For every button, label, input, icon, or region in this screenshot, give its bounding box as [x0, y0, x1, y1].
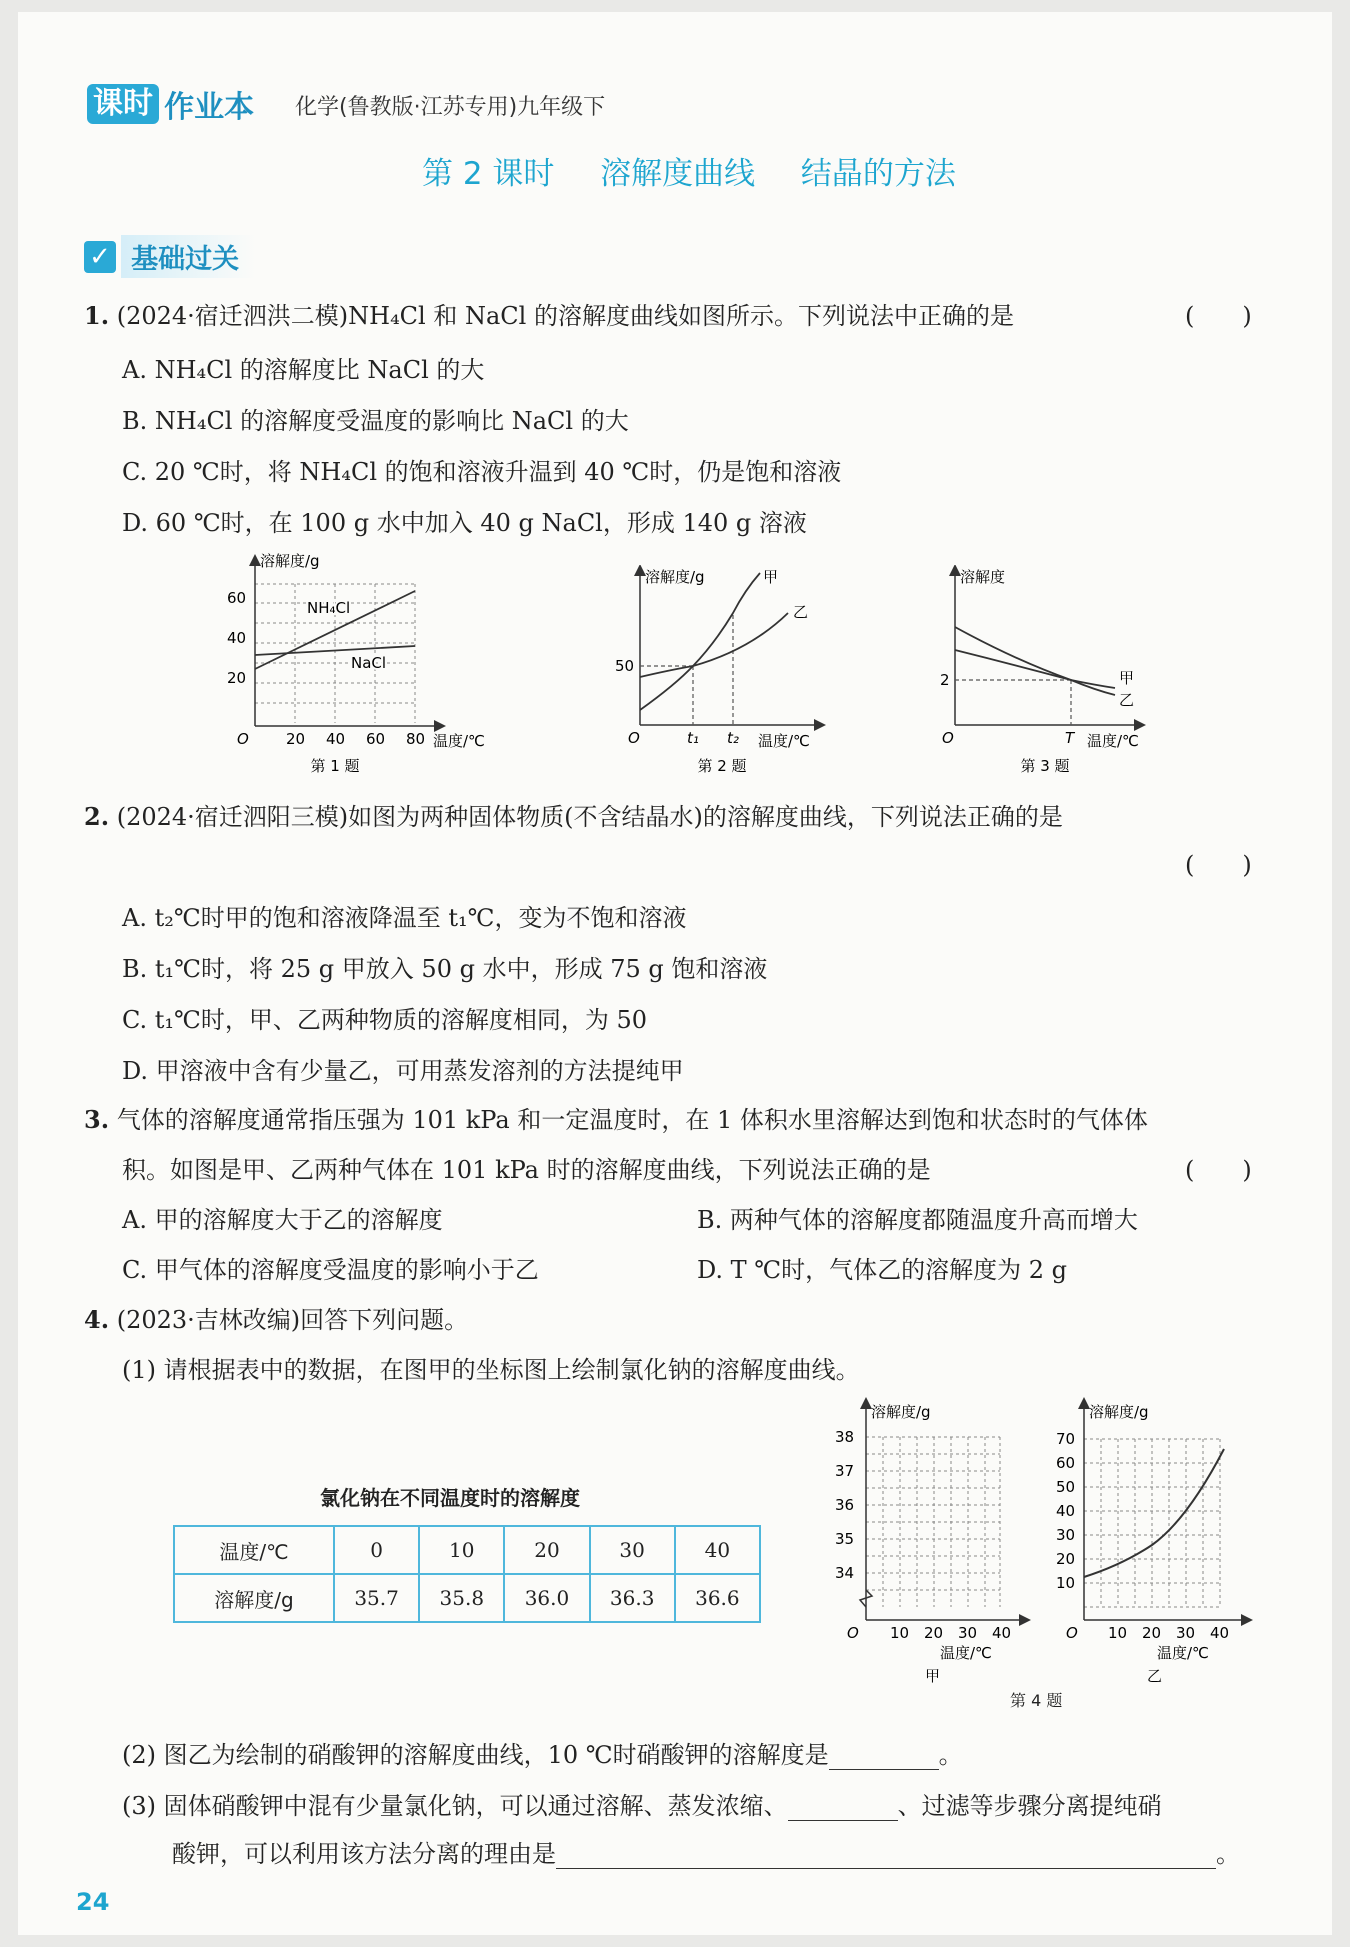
title-lesson: 第 2 课时 — [422, 156, 555, 192]
table-cell: 30 — [590, 1526, 675, 1574]
fig1-ylabel: 溶解度/g — [260, 552, 320, 570]
table-cell: 温度/℃ — [174, 1526, 334, 1574]
table-title: 氯化钠在不同温度时的溶解度 — [320, 1486, 580, 1510]
table-cell: 10 — [419, 1526, 504, 1574]
q2-text: (2024·宿迁泗阳三模)如图为两种固体物质(不含结晶水)的溶解度曲线，下列说法正确的是 — [116, 803, 1063, 831]
logo-badge: 课时 — [87, 84, 159, 124]
fig4b-ylabel: 溶解度/g — [1089, 1403, 1149, 1421]
fig4b-y-tick: 10 — [1056, 1574, 1076, 1592]
fig2-jia-curve — [640, 573, 760, 710]
q1-option-d[interactable]: D. 60 ℃时，在 100 g 水中加入 40 g NaCl，形成 140 g 溶液 — [122, 509, 807, 537]
fig4b-x-tick: 20 — [1142, 1624, 1162, 1642]
q3-option-b[interactable]: B. 两种气体的溶解度都随温度升高而增大 — [697, 1206, 1138, 1234]
fig4a-xlabel: 温度/℃ — [940, 1644, 992, 1662]
fig3-ylabel: 溶解度 — [960, 568, 1006, 586]
answer-blank[interactable] — [556, 1842, 1216, 1869]
q2-option-b[interactable]: B. t₁℃时，将 25 g 甲放入 50 g 水中，形成 75 g 饱和溶液 — [122, 955, 768, 983]
table-cell: 40 — [675, 1526, 760, 1574]
q4-text: (2023·吉林改编)回答下列问题。 — [116, 1306, 469, 1334]
fig1-nacl-curve — [255, 646, 415, 655]
q4-sub3-text-a: (3) 固体硝酸钾中混有少量氯化钠，可以通过溶解、蒸发浓缩、 — [122, 1792, 788, 1820]
q3-number: 3. — [84, 1105, 110, 1134]
fig4a-origin: O — [847, 1624, 859, 1642]
q1-option-b[interactable]: B. NH₄Cl 的溶解度受温度的影响比 NaCl 的大 — [122, 407, 629, 435]
q3-option-d[interactable]: D. T ℃时，气体乙的溶解度为 2 g — [697, 1256, 1068, 1284]
q3-text-1: 气体的溶解度通常指压强为 101 kPa 和一定温度时，在 1 体积水里溶解达到饱和状态时的气体体 — [116, 1106, 1148, 1134]
fig1-nacl-label: NaCl — [351, 654, 387, 672]
fig4b-y-tick: 60 — [1056, 1454, 1076, 1472]
table-row — [174, 1526, 760, 1574]
q1-text: (2024·宿迁泗洪二模)NH₄Cl 和 NaCl 的溶解度曲线如图所示。下列说法中正确的是 — [116, 302, 1014, 330]
fig3-jia-curve — [955, 650, 1115, 688]
q4-sub3-line1 — [122, 1786, 1162, 1821]
fig4a-y-tick: 38 — [835, 1428, 855, 1446]
q1-answer-bracket[interactable]: ( ) — [1185, 302, 1252, 330]
q2-option-d[interactable]: D. 甲溶液中含有少量乙，可用蒸发溶剂的方法提纯甲 — [122, 1057, 684, 1085]
fig4b-origin: O — [1066, 1624, 1078, 1642]
fig4a-x-tick: 10 — [890, 1624, 910, 1642]
fig1-x-tick: 40 — [326, 730, 346, 748]
q4-sub2-end: 。 — [938, 1741, 963, 1769]
fig4b-x-tick: 40 — [1210, 1624, 1230, 1642]
q1-stem — [84, 296, 1014, 331]
fig2-xlabel: 温度/℃ — [758, 732, 810, 750]
q4-sub3-text-c: 酸钾，可以利用该方法分离的理由是 — [172, 1840, 556, 1868]
q3-stem-line2: 积。如图是甲、乙两种气体在 101 kPa 时的溶解度曲线，下列说法正确的是 — [122, 1156, 931, 1184]
fig2-t1: t₁ — [687, 729, 699, 747]
fig1-y-tick: 20 — [227, 669, 247, 687]
fig4a-x-tick: 30 — [958, 1624, 978, 1642]
fig4a-x-tick: 40 — [992, 1624, 1012, 1642]
fig3-jia-label: 甲 — [1119, 669, 1135, 687]
fig1-x-tick: 80 — [406, 730, 426, 748]
logo-text: 作业本 — [164, 90, 255, 125]
fig2-y-tick: 50 — [615, 657, 635, 675]
fig1-caption: 第 1 题 — [310, 757, 360, 775]
fig4b-y-tick: 30 — [1056, 1526, 1076, 1544]
fig4a-y-tick: 37 — [835, 1462, 855, 1480]
fig4a-ylabel: 溶解度/g — [871, 1403, 931, 1421]
fig3-T: T — [1065, 729, 1075, 747]
fig4b-y-tick: 40 — [1056, 1502, 1076, 1520]
q2-answer-bracket[interactable]: ( ) — [1185, 851, 1252, 879]
fig2-origin: O — [628, 729, 640, 747]
q4-sub3-line2 — [172, 1834, 1240, 1869]
q3-option-c[interactable]: C. 甲气体的溶解度受温度的影响小于乙 — [122, 1256, 539, 1284]
q3-stem-line1 — [84, 1100, 1148, 1135]
fig4b-y-tick: 70 — [1056, 1430, 1076, 1448]
fig2-jia-label: 甲 — [763, 568, 779, 586]
table-cell: 36.3 — [590, 1574, 675, 1622]
title-part2: 结晶的方法 — [800, 156, 956, 192]
fig3-origin: O — [942, 729, 954, 747]
fig4a-y-tick: 35 — [835, 1530, 855, 1548]
fig1-nh4cl-label: NH₄Cl — [307, 599, 351, 617]
answer-blank[interactable] — [829, 1743, 939, 1770]
fig4a-name: 甲 — [925, 1667, 941, 1685]
page-title — [422, 148, 956, 193]
fig1-y-tick: 40 — [227, 629, 247, 647]
fig4b-y-tick: 20 — [1056, 1550, 1076, 1568]
fig4b-x-tick: 30 — [1176, 1624, 1196, 1642]
fig1-x-tick: 20 — [286, 730, 306, 748]
fig4b-name: 乙 — [1147, 1667, 1163, 1685]
fig3-xlabel: 温度/℃ — [1087, 732, 1139, 750]
fig3-yi-label: 乙 — [1119, 691, 1135, 709]
figure-1 — [215, 548, 515, 783]
fig2-ylabel: 溶解度/g — [645, 568, 705, 586]
fig4-caption: 第 4 题 — [1010, 1691, 1063, 1710]
fig3-y-tick: 2 — [940, 671, 950, 689]
table-row — [174, 1574, 760, 1622]
section-label: 基础过关 — [121, 235, 255, 278]
figure-2 — [610, 565, 845, 783]
q2-number: 2. — [84, 802, 110, 831]
fig2-t2: t₂ — [727, 729, 739, 747]
checkbox-icon: ✓ — [84, 241, 116, 273]
fig4a-x-tick: 20 — [924, 1624, 944, 1642]
fig2-caption: 第 2 题 — [697, 757, 747, 775]
fig1-origin: O — [237, 730, 249, 748]
title-part1: 溶解度曲线 — [600, 156, 756, 192]
q4-sub3-end: 。 — [1216, 1840, 1240, 1868]
q2-stem — [84, 797, 1063, 832]
fig2-yi-label: 乙 — [793, 603, 809, 621]
q1-number: 1. — [84, 301, 110, 330]
q4-sub2 — [122, 1735, 963, 1770]
figure-4b — [1052, 1395, 1262, 1685]
figure-4a[interactable] — [830, 1395, 1040, 1685]
q4-sub3-text-b: 、过滤等步骤分离提纯硝 — [897, 1792, 1162, 1820]
q4-number: 4. — [84, 1305, 110, 1334]
page-number: 24 — [76, 1888, 110, 1916]
figure-3 — [935, 565, 1170, 783]
q1-option-a[interactable]: A. NH₄Cl 的溶解度比 NaCl 的大 — [122, 356, 485, 384]
table-cell: 36.0 — [504, 1574, 589, 1622]
section-header — [84, 235, 255, 278]
fig1-x-tick: 60 — [366, 730, 386, 748]
table-cell: 0 — [334, 1526, 419, 1574]
q3-answer-bracket[interactable]: ( ) — [1185, 1156, 1252, 1184]
header-logo — [87, 82, 255, 125]
fig4b-xlabel: 温度/℃ — [1157, 1644, 1209, 1662]
table-cell: 35.8 — [419, 1574, 504, 1622]
fig2-yi-curve — [640, 613, 788, 677]
fig1-y-tick: 60 — [227, 589, 247, 607]
q4-stem — [84, 1300, 468, 1335]
table-cell: 20 — [504, 1526, 589, 1574]
q3-option-a[interactable]: A. 甲的溶解度大于乙的溶解度 — [122, 1206, 443, 1234]
nacl-table — [173, 1525, 761, 1623]
answer-blank[interactable] — [788, 1794, 898, 1821]
q2-option-a[interactable]: A. t₂℃时甲的饱和溶液降温至 t₁℃，变为不饱和溶液 — [122, 904, 687, 932]
q2-option-c[interactable]: C. t₁℃时，甲、乙两种物质的溶解度相同，为 50 — [122, 1006, 648, 1034]
header-subject: 化学(鲁教版·江苏专用)九年级下 — [295, 95, 606, 120]
q1-option-c[interactable]: C. 20 ℃时，将 NH₄Cl 的饱和溶液升温到 40 ℃时，仍是饱和溶液 — [122, 458, 842, 486]
fig3-caption: 第 3 题 — [1020, 757, 1070, 775]
fig4a-y-tick: 36 — [835, 1496, 855, 1514]
table-cell: 35.7 — [334, 1574, 419, 1622]
fig4b-y-tick: 50 — [1056, 1478, 1076, 1496]
fig4a-y-tick: 34 — [835, 1564, 855, 1582]
q4-sub2-text: (2) 图乙为绘制的硝酸钾的溶解度曲线，10 ℃时硝酸钾的溶解度是 — [122, 1741, 829, 1769]
fig1-xlabel: 温度/℃ — [433, 732, 485, 750]
table-cell: 溶解度/g — [174, 1574, 334, 1622]
fig4b-x-tick: 10 — [1108, 1624, 1128, 1642]
table-cell: 36.6 — [675, 1574, 760, 1622]
q4-sub1: (1) 请根据表中的数据，在图甲的坐标图上绘制氯化钠的溶解度曲线。 — [122, 1356, 860, 1384]
